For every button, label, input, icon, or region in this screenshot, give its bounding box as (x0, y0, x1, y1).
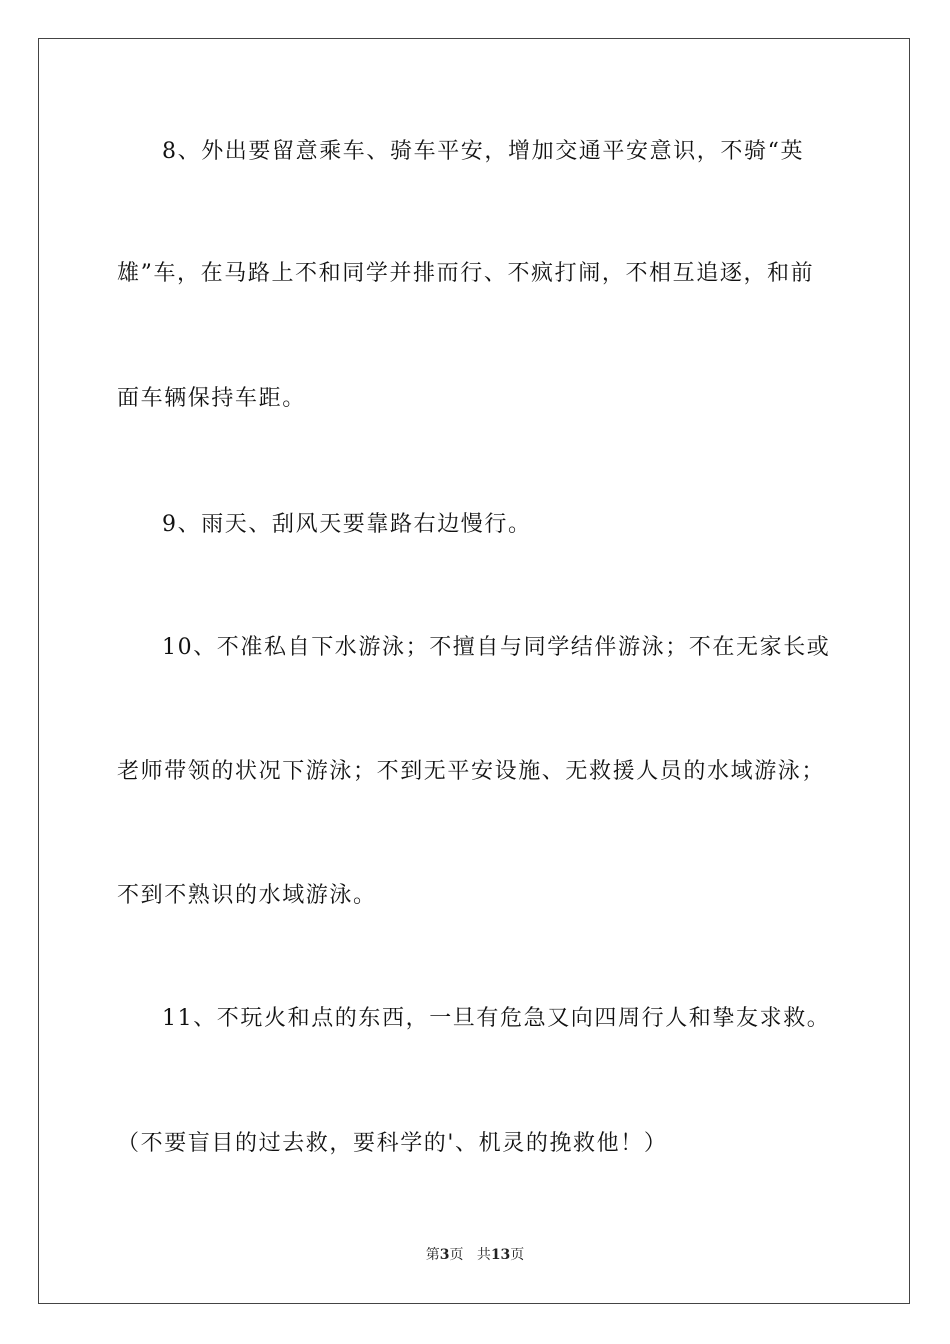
paragraph-10-line-1: 10、不准私自下水游泳；不擅自与同学结伴游泳；不在无家长或 (162, 635, 831, 660)
paragraph-8-line-3: 面车辆保持车距。 (117, 386, 306, 411)
paragraph-11-line-1: 11、不玩火和点的东西，一旦有危急又向四周行人和挚友求救。 (162, 1006, 831, 1031)
footer-page-number: 3 (439, 1247, 450, 1263)
page-border (38, 38, 910, 1304)
footer-prefix: 第 (425, 1247, 440, 1263)
paragraph-8-line-1: 8、外出要留意乘车、骑车平安，增加交通平安意识，不骑“英 (162, 139, 805, 164)
paragraph-11-line-2: （不要盲目的过去救，要科学的'、机灵的挽救他！） (117, 1131, 668, 1156)
paragraph-10-line-3: 不到不熟识的水域游泳。 (117, 883, 377, 908)
paragraph-10-line-2: 老师带领的状况下游泳；不到无平安设施、无救援人员的水域游泳； (117, 759, 826, 784)
footer-total-prefix: 共 (476, 1247, 491, 1263)
paragraph-9-line-1: 9、雨天、刮风天要靠路右边慢行。 (162, 512, 532, 537)
page-footer (0, 1246, 950, 1264)
footer-page-suffix: 页 (449, 1247, 464, 1263)
paragraph-8-line-2: 雄”车，在马路上不和同学并排而行、不疯打闹，不相互追逐，和前 (117, 261, 815, 286)
footer-total-suffix: 页 (510, 1247, 525, 1263)
footer-total-pages: 13 (490, 1247, 511, 1263)
